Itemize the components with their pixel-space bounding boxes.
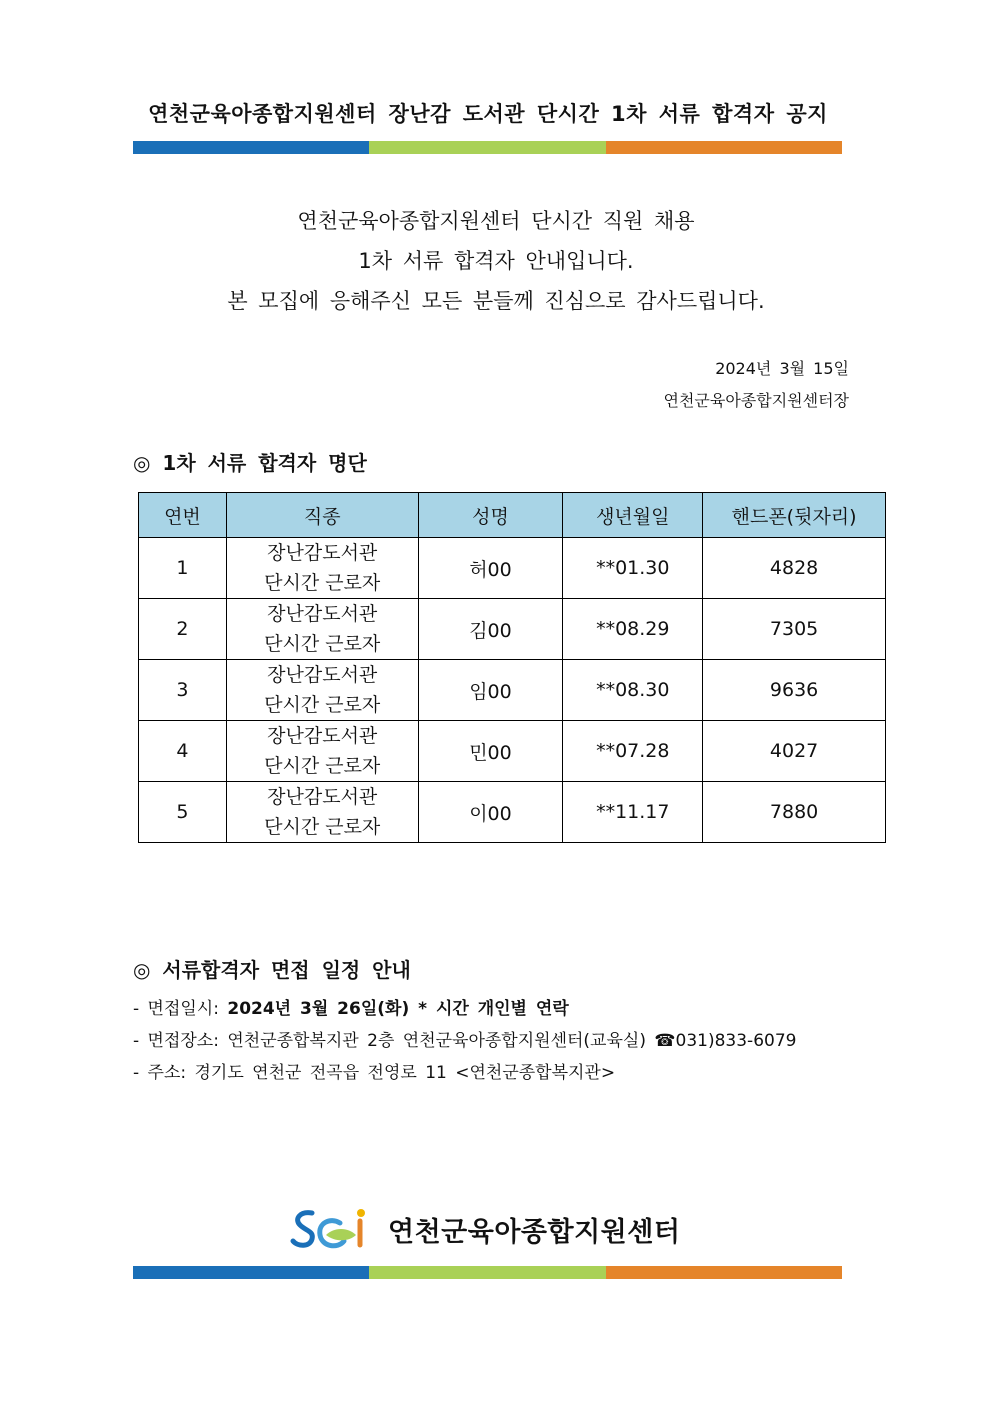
header-birth: 생년월일 [563,493,703,538]
bar-segment-blue [133,1266,369,1279]
bar-segment-orange [606,141,842,154]
interview-location: - 면접장소: 연천군종합복지관 2층 연천군육아종합지원센터(교육실) ☎031)833-6079 [133,1031,797,1051]
cell-phone: 4027 [703,721,886,782]
cell-name: 임00 [418,660,563,721]
job-line-1: 장난감도서관 [267,725,378,747]
signatory: 연천군육아종합지원센터장 [663,391,849,410]
bar-segment-green [369,1266,605,1279]
table-row [139,599,886,660]
cell-no: 1 [139,538,227,599]
cell-job [226,599,418,660]
cell-job [226,538,418,599]
section-heading-roster: ◎ 1차 서류 합격자 명단 [133,451,367,475]
job-line-2: 단시간 근로자 [264,755,381,777]
cell-phone: 4828 [703,538,886,599]
interview-datetime-value: 2024년 3월 26일(화) * 시간 개인별 연락 [227,999,569,1019]
cell-no: 2 [139,599,227,660]
job-line-1: 장난감도서관 [267,664,378,686]
page-title: 연천군육아종합지원센터 장난감 도서관 단시간 1차 서류 합격자 공지 [148,102,828,126]
footer-org-name: 연천군육아종합지원센터 [388,1216,681,1248]
cell-name: 이00 [418,782,563,843]
job-line-2: 단시간 근로자 [264,816,381,838]
cell-no: 4 [139,721,227,782]
header-no: 연번 [139,493,227,538]
header-phone: 핸드폰(뒷자리) [703,493,886,538]
intro-line-2: 1차 서류 합격자 안내입니다. [358,249,634,273]
cell-name: 허00 [418,538,563,599]
section-heading-interview: ◎ 서류합격자 면접 일정 안내 [133,958,411,982]
bottom-color-bar [133,1266,842,1279]
cell-no: 5 [139,782,227,843]
cell-job [226,782,418,843]
cell-birth: **07.28 [563,721,703,782]
top-color-bar [133,141,842,154]
cell-no: 3 [139,660,227,721]
cell-birth: **08.30 [563,660,703,721]
cell-name: 민00 [418,721,563,782]
table-row [139,538,886,599]
interview-datetime-label: - 면접일시: [133,999,228,1019]
bar-segment-green [369,141,605,154]
interview-datetime [133,994,569,1019]
cell-birth: **08.29 [563,599,703,660]
sci-logo-icon [290,1205,376,1253]
intro-line-3: 본 모집에 응해주신 모든 분들께 진심으로 감사드립니다. [227,289,765,313]
job-line-1: 장난감도서관 [267,542,378,564]
job-line-1: 장난감도서관 [267,603,378,625]
cell-phone: 7880 [703,782,886,843]
table-row [139,660,886,721]
cell-phone: 7305 [703,599,886,660]
footer-logo [290,1205,680,1253]
job-line-1: 장난감도서관 [267,786,378,808]
cell-birth: **11.17 [563,782,703,843]
interview-address: - 주소: 경기도 연천군 전곡읍 전영로 11 <연천군종합복지관> [133,1063,616,1083]
table-header-row [139,493,886,538]
cell-phone: 9636 [703,660,886,721]
intro-line-1: 연천군육아종합지원센터 단시간 직원 채용 [297,209,695,233]
table-row [139,721,886,782]
applicant-table [138,492,886,843]
table-row [139,782,886,843]
job-line-2: 단시간 근로자 [264,572,381,594]
cell-job [226,660,418,721]
bar-segment-orange [606,1266,842,1279]
notice-date: 2024년 3월 15일 [715,359,849,378]
cell-job [226,721,418,782]
job-line-2: 단시간 근로자 [264,633,381,655]
cell-name: 김00 [418,599,563,660]
cell-birth: **01.30 [563,538,703,599]
header-name: 성명 [418,493,563,538]
job-line-2: 단시간 근로자 [264,694,381,716]
header-job: 직종 [226,493,418,538]
bar-segment-blue [133,141,369,154]
